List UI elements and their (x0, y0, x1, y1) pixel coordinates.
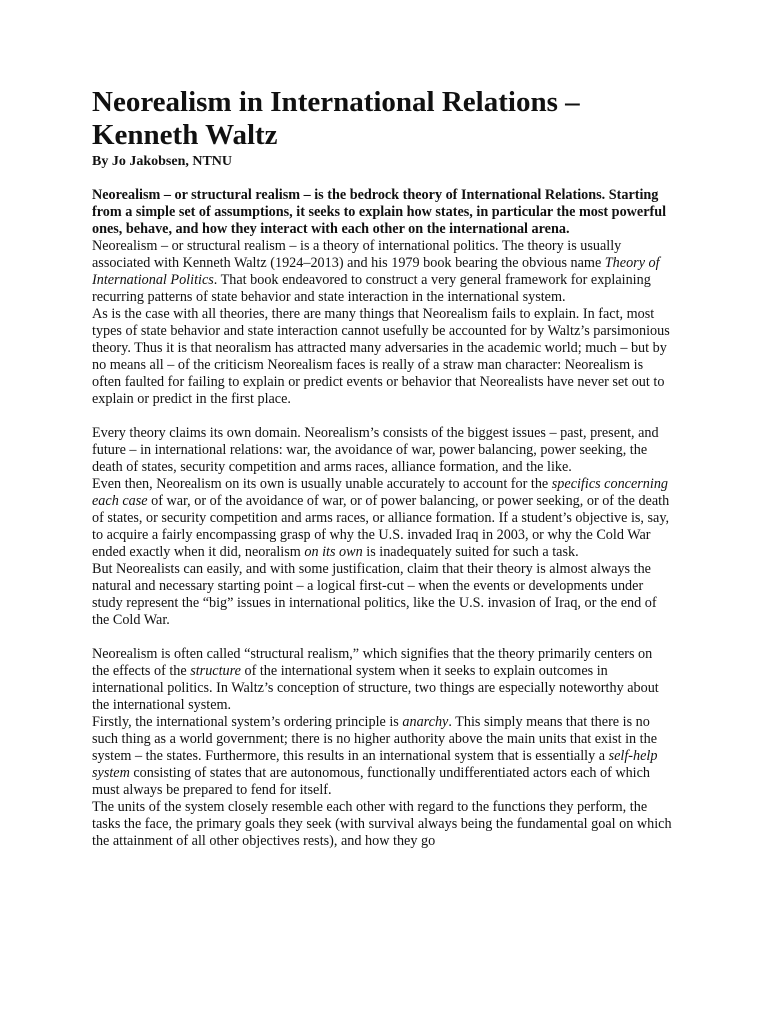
paragraph-7-emphasis-2: self-help system (92, 748, 658, 781)
paragraph-6-text-a: Neorealism is often called “structural realism,” which signifies that the theory primarily centers on the effects of the (92, 646, 653, 679)
paragraph-gap (92, 408, 672, 425)
book-title: Theory of International Politics (92, 255, 660, 288)
paragraph-1 (92, 238, 672, 306)
paragraph-gap (92, 629, 672, 646)
paragraph-6 (92, 646, 672, 714)
paragraph-7 (92, 714, 672, 799)
paragraph-4-emphasis-2: on its own (304, 544, 363, 560)
paragraph-6-text-c: of the international system when it seeks to explain outcomes in international politics. In Waltz’s conception of structure, two things are especially noteworthy about the international system. (92, 663, 659, 713)
document-body (92, 86, 672, 850)
paragraph-8: The units of the system closely resemble each other with regard to the functions they perform, the tasks the face, the primary goals they seek (with survival always being the fundamental goal on which the attainment of all other objectives rests), and how they go (92, 799, 672, 849)
paragraph-1-text-c: . That book endeavored to construct a very general framework for explaining recurring patterns of state behavior and state interaction in the international system. (92, 272, 651, 305)
paragraph-4-text-e: is inadequately suited for such a task. (362, 544, 579, 560)
paragraph-7-text-c: . This simply means that there is no such thing as a world government; there is no higher authority above the main units that exist in the system – the states. Furthermore, this results in an international system that is essentially a (92, 714, 658, 764)
paragraph-1-text-a: Neorealism – or structural realism – is a theory of international politics. The theory is usually associated with Kenneth Waltz (1924–2013) and his 1979 book bearing the obvious name (92, 238, 622, 271)
paragraph-4 (92, 476, 672, 561)
paragraph-4-text-c: of war, or of the avoidance of war, or of power balancing, or power seeking, or of the death of states, or security competition and arms races, or alliance formation. If a student’s objective is, say, to acquire a fairly encompassing grasp of why the U.S. invaded Iraq in 2003, or why the Cold War ended exactly when it did, neoralism (92, 493, 670, 560)
author-byline: By Jo Jakobsen, NTNU (92, 154, 233, 169)
title-line-1: Neorealism in International Relations – (92, 86, 580, 118)
abstract-paragraph: Neorealism – or structural realism – is the bedrock theory of International Relations. Starting from a simple set of assumptions, it seeks to explain how states, in particular the most powerful ones, behave, and how they interact with each other on the international arena. (92, 187, 667, 237)
document-title (92, 86, 672, 152)
paragraph-7-text-a: Firstly, the international system’s ordering principle is (92, 714, 403, 730)
paragraph-4-text-a: Even then, Neorealism on its own is usually unable accurately to account for the (92, 476, 552, 492)
paragraph-5: But Neorealists can easily, and with some justification, claim that their theory is almost always the natural and necessary starting point – a logical first-cut – when the events or developments under study represent the “big” issues in international politics, like the U.S. invasion of Iraq, or the end of the Cold War. (92, 561, 657, 628)
paragraph-3: Every theory claims its own domain. Neorealism’s consists of the biggest issues – past, present, and future – in international relations: war, the avoidance of war, power balancing, power seeking, the death of states, security competition and arms races, alliance formation, and the like. (92, 425, 659, 475)
paragraph-2: As is the case with all theories, there are many things that Neorealism fails to explain. In fact, most types of state behavior and state interaction cannot usefully be accounted for by Waltz’s parsimonious theory. Thus it is that neoralism has attracted many adversaries in the academic world; much – but by no means all – of the criticism Neorealism faces is really of a straw man character: Neorealism is often faulted for failing to explain or predict events or behavior that Neorealists have never set out to explain or predict in the first place. (92, 306, 670, 407)
paragraph-7-text-e: consisting of states that are autonomous, functionally undifferentiated actors each of which must always be prepared to fend for itself. (92, 765, 651, 798)
paragraph-7-emphasis-1: anarchy (402, 714, 449, 730)
paragraph-6-emphasis: structure (190, 663, 241, 679)
title-line-2: Kenneth Waltz (92, 119, 278, 151)
paragraph-4-emphasis-1: specifics concerning each case (92, 476, 669, 509)
